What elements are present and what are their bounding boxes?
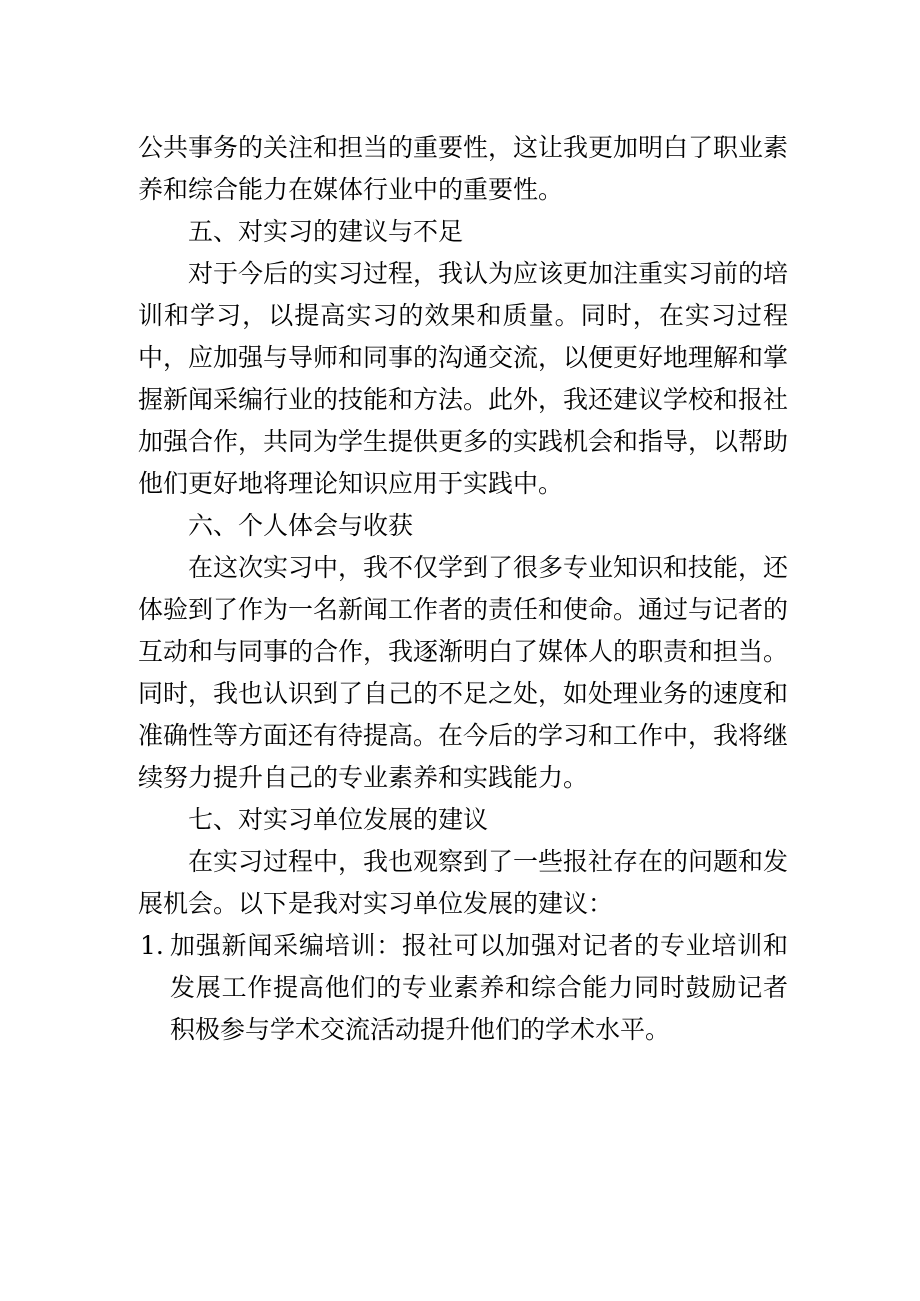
list-item-text: 加强新闻采编培训：报社可以加强对记者的专业培训和发展工作提高他们的专业素养和综合能力同时鼓励记者积极参与学术交流活动提升他们的学术水平。 — [170, 931, 788, 1044]
section-heading-six: 六、个人体会与收获 — [188, 511, 414, 540]
list-item — [138, 925, 788, 1051]
document-page — [138, 127, 788, 1051]
section-heading-five: 五、对实习的建议与不足 — [188, 217, 464, 246]
paragraph-experience: 在这次实习中，我不仅学到了很多专业知识和技能，还体验到了作为一名新闻工作者的责任和使命。通过与记者的互动和与同事的合作，我逐渐明白了媒体人的职责和担当。同时，我也认识到了自己的不足之处，如处理业务的速度和准确性等方面还有待提高。在今后的学习和工作中，我将继续努力提升自己的专业素养和实践能力。 — [138, 553, 789, 792]
paragraph-observations: 在实习过程中，我也观察到了一些报社存在的问题和发展机会。以下是我对实习单位发展的建议： — [138, 847, 789, 918]
list-item-number: 1. — [140, 931, 164, 960]
section-heading-seven: 七、对实习单位发展的建议 — [188, 805, 489, 834]
paragraph-suggestions: 对于今后的实习过程，我认为应该更加注重实习前的培训和学习，以提高实习的效果和质量。同时，在实习过程中，应加强与导师和同事的沟通交流，以便更好地理解和掌握新闻采编行业的技能和方法。此外，我还建议学校和报社加强合作，共同为学生提供更多的实践机会和指导，以帮助他们更好地将理论知识应用于实践中。 — [138, 259, 789, 498]
paragraph-continuation: 公共事务的关注和担当的重要性，这让我更加明白了职业素养和综合能力在媒体行业中的重要性。 — [138, 133, 789, 204]
